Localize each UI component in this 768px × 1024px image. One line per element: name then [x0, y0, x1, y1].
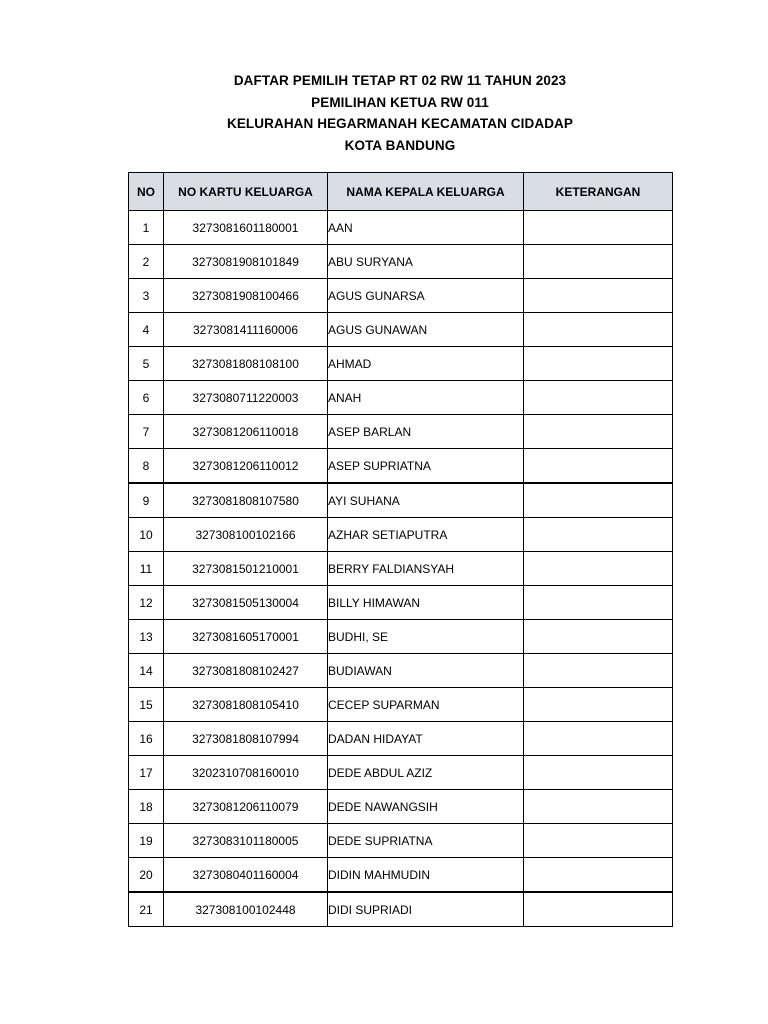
- table-row: [129, 586, 673, 620]
- document-title: DAFTAR PEMILIH TETAP RT 02 RW 11 TAHUN 2023: [233, 73, 567, 88]
- row-no-cell: 16: [129, 722, 164, 756]
- row-kartu-keluarga-cell: 3273081908100466: [164, 279, 328, 313]
- row-keterangan-cell: [524, 483, 673, 518]
- row-no-cell: 1: [129, 211, 164, 245]
- row-nama-cell: DIDIN MAHMUDIN: [328, 858, 524, 893]
- row-keterangan-cell: [524, 518, 673, 552]
- row-no-cell: 19: [129, 824, 164, 858]
- row-nama-cell: AYI SUHANA: [328, 483, 524, 518]
- row-kartu-keluarga-cell: 3273081206110018: [164, 415, 328, 449]
- table-row: [129, 279, 673, 313]
- row-kartu-keluarga-cell: 3273081601180001: [164, 211, 328, 245]
- row-nama-cell: AHMAD: [328, 347, 524, 381]
- row-no-cell: 12: [129, 586, 164, 620]
- row-keterangan-cell: [524, 790, 673, 824]
- row-nama-cell: ASEP SUPRIATNA: [328, 449, 524, 484]
- row-nama-cell: AZHAR SETIAPUTRA: [328, 518, 524, 552]
- row-keterangan-cell: [524, 586, 673, 620]
- row-kartu-keluarga-cell: 3273081505130004: [164, 586, 328, 620]
- row-kartu-keluarga-cell: 3273081206110079: [164, 790, 328, 824]
- row-nama-cell: ABU SURYANA: [328, 245, 524, 279]
- header-keterangan: KETERANGAN: [524, 173, 673, 211]
- table-row: [129, 722, 673, 756]
- table-row: [129, 483, 673, 518]
- header-no: NO: [129, 173, 164, 211]
- row-kartu-keluarga-cell: 327308100102166: [164, 518, 328, 552]
- row-kartu-keluarga-cell: 3273081808107994: [164, 722, 328, 756]
- row-no-cell: 4: [129, 313, 164, 347]
- row-nama-cell: DIDI SUPRIADI: [328, 892, 524, 927]
- row-no-cell: 20: [129, 858, 164, 893]
- table-row: [129, 892, 673, 927]
- table-row: [129, 824, 673, 858]
- row-nama-cell: AAN: [328, 211, 524, 245]
- header-no-kartu-keluarga: NO KARTU KELUARGA: [164, 173, 328, 211]
- row-keterangan-cell: [524, 211, 673, 245]
- row-nama-cell: DEDE SUPRIATNA: [328, 824, 524, 858]
- table-row: [129, 415, 673, 449]
- row-kartu-keluarga-cell: 3202310708160010: [164, 756, 328, 790]
- table-row: [129, 449, 673, 484]
- row-no-cell: 11: [129, 552, 164, 586]
- row-nama-cell: ANAH: [328, 381, 524, 415]
- row-no-cell: 6: [129, 381, 164, 415]
- row-kartu-keluarga-cell: 3273081908101849: [164, 245, 328, 279]
- table-row: [129, 688, 673, 722]
- row-no-cell: 18: [129, 790, 164, 824]
- row-keterangan-cell: [524, 279, 673, 313]
- table-row: [129, 552, 673, 586]
- row-kartu-keluarga-cell: 3273081206110012: [164, 449, 328, 484]
- row-kartu-keluarga-cell: 3273081808107580: [164, 483, 328, 518]
- table-row: [129, 620, 673, 654]
- row-no-cell: 17: [129, 756, 164, 790]
- row-nama-cell: DADAN HIDAYAT: [328, 722, 524, 756]
- row-no-cell: 9: [129, 483, 164, 518]
- table-row: [129, 381, 673, 415]
- row-kartu-keluarga-cell: 327308100102448: [164, 892, 328, 927]
- voter-table: [128, 172, 673, 927]
- row-keterangan-cell: [524, 654, 673, 688]
- table-row: [129, 790, 673, 824]
- table-row: [129, 245, 673, 279]
- row-kartu-keluarga-cell: 3273081411160006: [164, 313, 328, 347]
- document-subtitle-election: PEMILIHAN KETUA RW 011: [311, 94, 489, 110]
- row-nama-cell: BUDIAWAN: [328, 654, 524, 688]
- row-keterangan-cell: [524, 313, 673, 347]
- row-keterangan-cell: [524, 756, 673, 790]
- row-keterangan-cell: [524, 245, 673, 279]
- row-no-cell: 3: [129, 279, 164, 313]
- document-subtitle-city: KOTA BANDUNG: [344, 137, 456, 153]
- row-no-cell: 21: [129, 892, 164, 927]
- row-nama-cell: BERRY FALDIANSYAH: [328, 552, 524, 586]
- row-nama-cell: AGUS GUNARSA: [328, 279, 524, 313]
- row-nama-cell: BUDHI, SE: [328, 620, 524, 654]
- table-header-row: [129, 173, 673, 211]
- row-kartu-keluarga-cell: 3273081808102427: [164, 654, 328, 688]
- row-no-cell: 14: [129, 654, 164, 688]
- row-keterangan-cell: [524, 688, 673, 722]
- row-kartu-keluarga-cell: 3273081605170001: [164, 620, 328, 654]
- row-kartu-keluarga-cell: 3273083101180005: [164, 824, 328, 858]
- row-no-cell: 5: [129, 347, 164, 381]
- row-kartu-keluarga-cell: 3273080401160004: [164, 858, 328, 893]
- row-keterangan-cell: [524, 858, 673, 893]
- row-keterangan-cell: [524, 892, 673, 927]
- row-no-cell: 8: [129, 449, 164, 484]
- document-title-block: [0, 70, 768, 156]
- table-row: [129, 313, 673, 347]
- document-subtitle-location: KELURAHAN HEGARMANAH KECAMATAN CIDADAP: [226, 116, 574, 131]
- row-no-cell: 2: [129, 245, 164, 279]
- table-row: [129, 518, 673, 552]
- row-kartu-keluarga-cell: 3273081501210001: [164, 552, 328, 586]
- row-no-cell: 13: [129, 620, 164, 654]
- row-no-cell: 7: [129, 415, 164, 449]
- row-nama-cell: ASEP BARLAN: [328, 415, 524, 449]
- row-nama-cell: CECEP SUPARMAN: [328, 688, 524, 722]
- table-row: [129, 756, 673, 790]
- header-nama-kepala-keluarga: NAMA KEPALA KELUARGA: [328, 173, 524, 211]
- table-row: [129, 858, 673, 893]
- row-nama-cell: BILLY HIMAWAN: [328, 586, 524, 620]
- row-keterangan-cell: [524, 381, 673, 415]
- row-nama-cell: DEDE NAWANGSIH: [328, 790, 524, 824]
- row-kartu-keluarga-cell: 3273080711220003: [164, 381, 328, 415]
- row-keterangan-cell: [524, 722, 673, 756]
- row-keterangan-cell: [524, 347, 673, 381]
- row-kartu-keluarga-cell: 3273081808105410: [164, 688, 328, 722]
- row-keterangan-cell: [524, 620, 673, 654]
- table-row: [129, 347, 673, 381]
- row-keterangan-cell: [524, 824, 673, 858]
- row-nama-cell: AGUS GUNAWAN: [328, 313, 524, 347]
- table-row: [129, 211, 673, 245]
- row-nama-cell: DEDE ABDUL AZIZ: [328, 756, 524, 790]
- row-keterangan-cell: [524, 415, 673, 449]
- voter-table-body: [129, 211, 673, 927]
- row-kartu-keluarga-cell: 3273081808108100: [164, 347, 328, 381]
- table-row: [129, 654, 673, 688]
- row-no-cell: 15: [129, 688, 164, 722]
- row-no-cell: 10: [129, 518, 164, 552]
- row-keterangan-cell: [524, 449, 673, 484]
- row-keterangan-cell: [524, 552, 673, 586]
